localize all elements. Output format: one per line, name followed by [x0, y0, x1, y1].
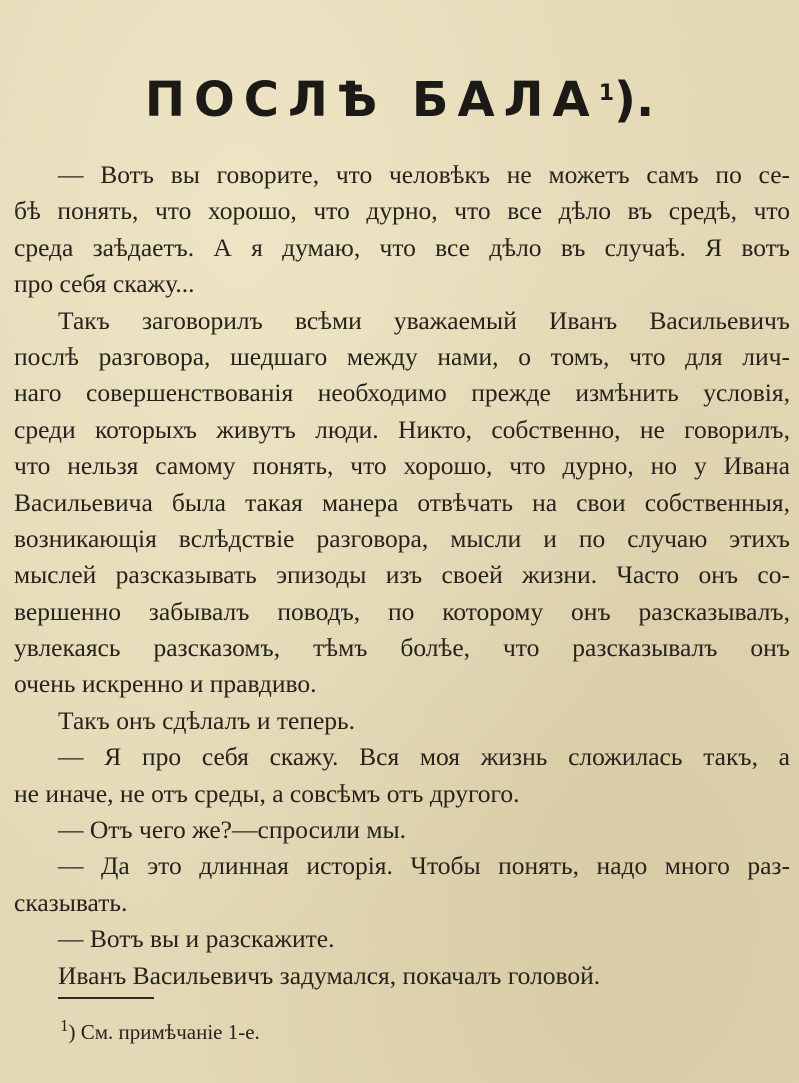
body-text	[14, 157, 790, 994]
chapter-title-close: ).	[614, 72, 655, 128]
text-line: — Вотъ вы говорите, что человѣкъ не можетъ самъ по се-	[58, 160, 790, 189]
footnote-text: ) См. примѣчаніе 1-е.	[68, 1020, 260, 1044]
text-line: послѣ разговора, шедшаго между нами, о томъ, что для лич-	[14, 341, 790, 371]
text-line: — Отъ чего же?—спросили мы.	[58, 815, 406, 845]
text-line: бѣ понять, что хорошо, что дурно, что все дѣло въ средѣ, что	[14, 196, 790, 226]
text-line: про себя скажу...	[14, 269, 195, 299]
text-line: возникающія вслѣдствіе разговора, мысли и по случаю этихъ	[14, 523, 790, 553]
text-line: что нельзя самому понять, что хорошо, что дурно, но у Ивана	[14, 451, 790, 481]
text-line: среда заѣдаетъ. А я думаю, что все дѣло въ случаѣ. Я вотъ	[14, 232, 790, 262]
text-line: сказывать.	[14, 887, 128, 917]
text-line: увлекаясь разсказомъ, тѣмъ болѣе, что разсказывалъ онъ	[14, 633, 790, 663]
chapter-title-text: ПОСЛѢ БАЛА	[144, 72, 599, 128]
text-line: не иначе, не отъ среды, а совсѣмъ отъ другого.	[14, 778, 520, 808]
text-line: — Я про себя скажу. Вся моя жизнь сложилась такъ, а	[58, 742, 790, 772]
footnote-mark: 1	[60, 1016, 69, 1035]
text-line: Такъ онъ сдѣлалъ и теперь.	[58, 705, 356, 735]
text-line: вершенно забывалъ поводъ, по которому онъ разсказывалъ,	[14, 596, 790, 626]
text-line: среди которыхъ живутъ люди. Никто, собственно, не говорилъ,	[14, 414, 790, 444]
text-line: мыслей разсказывать эпизоды изъ своей жизни. Часто онъ со-	[14, 560, 790, 590]
text-line: Васильевича была такая манера отвѣчать на свои собственныя,	[14, 487, 790, 517]
text-line: наго совершенствованія необходимо прежде измѣнить условія,	[14, 378, 790, 408]
footnote-reference: 1	[598, 81, 614, 106]
text-line: очень искренно и правдиво.	[14, 669, 317, 699]
text-line: Такъ заговорилъ всѣми уважаемый Иванъ Васильевичъ	[58, 305, 790, 335]
text-line: Иванъ Васильевичъ задумался, покачалъ головой.	[58, 960, 601, 990]
footnote	[60, 1016, 260, 1045]
text-line: — Вотъ вы и разскажите.	[58, 924, 335, 954]
footnote-divider	[58, 997, 154, 999]
chapter-title	[0, 68, 799, 132]
text-line: — Да это длинная исторія. Чтобы понять, надо много раз-	[58, 851, 790, 881]
